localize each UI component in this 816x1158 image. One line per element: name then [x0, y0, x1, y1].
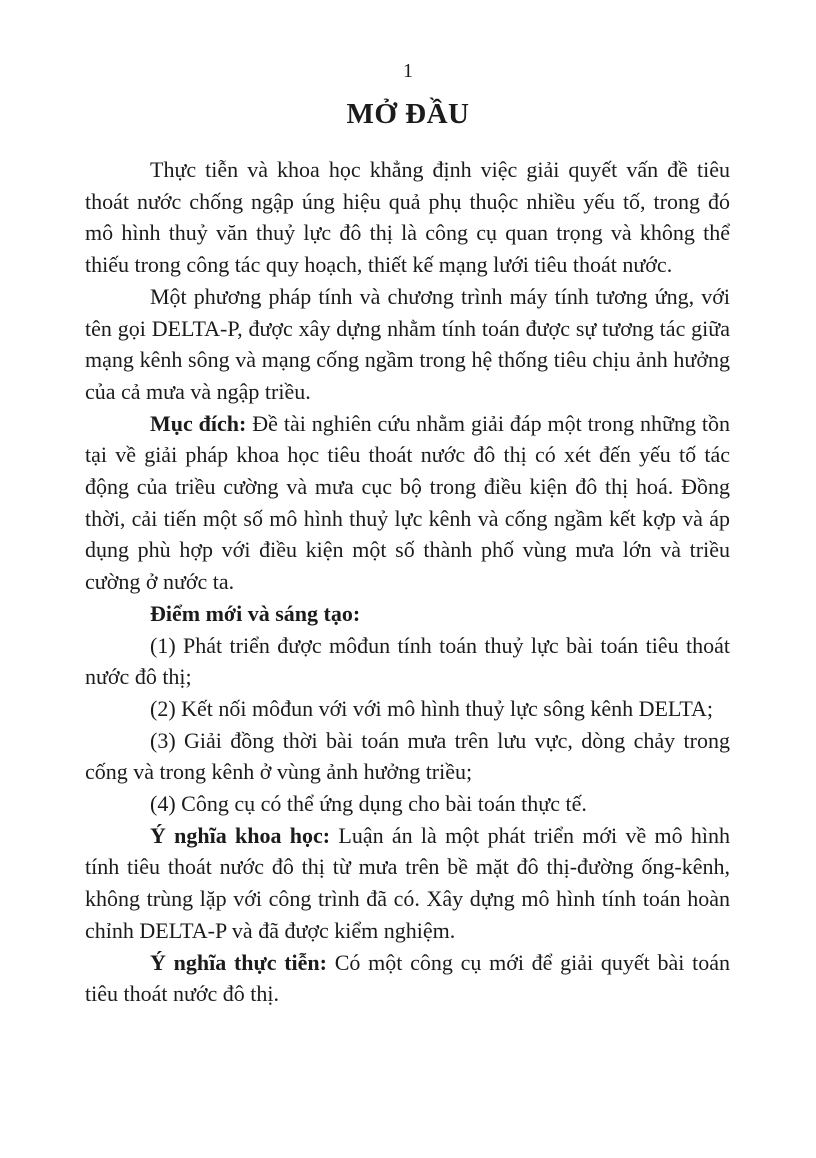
paragraph-practical-significance — [85, 947, 730, 1010]
paragraph-text: (3) Giải đồng thời bài toán mưa trên lưu vực, dòng chảy trong cống và trong kênh ở vùng ảnh hưởng triều; — [85, 727, 730, 785]
list-item-2 — [85, 693, 730, 725]
paragraph-text: Đề tài nghiên cứu nhằm giải đáp một trong những tồn tại về giải pháp khoa học tiêu thoát nước đô thị có xét đến yếu tố tác động của triều cường và mưa cục bộ trong điều kiện đô thị hoá. Đồng thời, cải tiến một số mô hình thuỷ lực kênh và cống ngầm kết kợp và áp dụng phù hợp với điều kiện một số thành phố vùng mưa lớn và triều cường ở nước ta. — [85, 410, 730, 595]
page-number: 1 — [403, 60, 413, 82]
paragraph-lead: Mục đích: — [150, 410, 247, 436]
list-item-4 — [85, 788, 730, 820]
paragraph-lead: Ý nghĩa thực tiễn: — [150, 949, 327, 975]
list-item-1 — [85, 630, 730, 693]
paragraph-text: Có một công cụ mới để giải quyết bài toán tiêu thoát nước đô thị. — [85, 949, 731, 1007]
paragraph-text: (1) Phát triển được môđun tính toán thuỷ lực bài toán tiêu thoát nước đô thị; — [85, 632, 730, 690]
paragraph-text: Thực tiễn và khoa học khẳng định việc giải quyết vấn đề tiêu thoát nước chống ngập úng hiệu quả phụ thuộc nhiều yếu tố, trong đó mô hình thuỷ văn thuỷ lực đô thị là công cụ quan trọng và không thể thiếu trong công tác quy hoạch, thiết kế mạng lưới tiêu thoát nước. — [85, 157, 730, 278]
paragraph-intro-2 — [85, 281, 730, 408]
document-body — [85, 154, 730, 1010]
paragraph-lead: Ý nghĩa khoa học: — [150, 822, 331, 848]
page-title: MỞ ĐẦU — [346, 98, 470, 130]
heading-novelty — [85, 598, 730, 630]
paragraph-text: (2) Kết nối môđun với với mô hình thuỷ lực sông kênh DELTA; — [150, 695, 714, 721]
paragraph-purpose — [85, 408, 730, 598]
paragraph-scientific-significance — [85, 820, 730, 947]
paragraph-text: Một phương pháp tính và chương trình máy tính tương ứng, với tên gọi DELTA-P, được xây dựng nhằm tính toán được sự tương tác giữa mạng kênh sông và mạng cống ngầm trong hệ thống tiêu chịu ảnh hưởng của cả mưa và ngập triều. — [85, 283, 730, 404]
paragraph-text: Luận án là một phát triển mới về mô hình tính tiêu thoát nước đô thị từ mưa trên bề mặt đô thị-đường ống-kênh, không trùng lặp với công trình đã có. Xây dựng mô hình tính toán hoàn chỉnh DELTA-P và đã được kiểm nghiệm. — [85, 822, 730, 943]
paragraph-intro-1 — [85, 154, 730, 281]
paragraph-text: (4) Công cụ có thể ứng dụng cho bài toán thực tế. — [150, 791, 587, 817]
list-item-3 — [85, 725, 730, 788]
paragraph-lead: Điểm mới và sáng tạo: — [150, 600, 361, 626]
